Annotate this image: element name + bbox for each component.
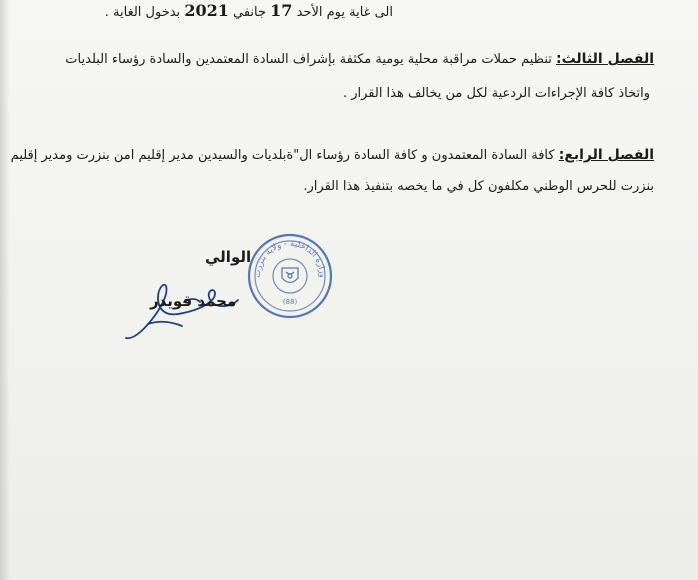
- line1-part-b: جانفي: [233, 5, 267, 20]
- line1-part-a: الى غاية يوم الأحد: [296, 5, 393, 20]
- chapter3-text-2: واتخاذ كافة الإجراءات الردعية لكل من يخالف هذا القرار .: [342, 86, 650, 101]
- line1-part-c: بدخول الغاية .: [104, 5, 181, 20]
- governor-title: الوالي: [205, 248, 252, 266]
- chapter4-text-1: كافة السادة المعتمدون و كافة السادة رؤساء ال"ةبلديات والسيدين مدير إقليم امن بنزرت ومدير إقليم: [10, 148, 555, 163]
- stamp-emblem-icon: [282, 268, 298, 283]
- chapter4-heading: الفصل الرابع:: [558, 147, 654, 163]
- chapter3-text-1: تنظيم حملات مراقبة محلية يومية مكثفة بإشراف السادة المعتمدين والسادة رؤساء البلديات: [65, 52, 552, 67]
- governor-name: محمد قويدر: [150, 292, 237, 310]
- official-stamp: [246, 232, 334, 320]
- chapter4-text-2: بنزرت للحرس الوطني مكلفون كل في ما يخصه بتنفيذ هذا القرار.: [303, 179, 654, 194]
- handwritten-signature: [120, 280, 240, 350]
- chapter3-heading: الفصل الثالث:: [556, 51, 654, 67]
- chapter4-line-1: [11, 146, 654, 165]
- chapter3-line-2: [343, 85, 650, 103]
- line1-day: 17: [270, 1, 293, 20]
- line1-year: 2021: [184, 1, 229, 20]
- stamp-text: وزارة الداخلية - ولاية بنزرت: [252, 238, 328, 279]
- stamp-number: (88): [282, 298, 298, 306]
- chapter4-line-2: [303, 178, 654, 196]
- text-line-1: [105, 2, 393, 22]
- chapter3-line-1: [65, 50, 654, 69]
- page-edge-shadow: [0, 0, 10, 580]
